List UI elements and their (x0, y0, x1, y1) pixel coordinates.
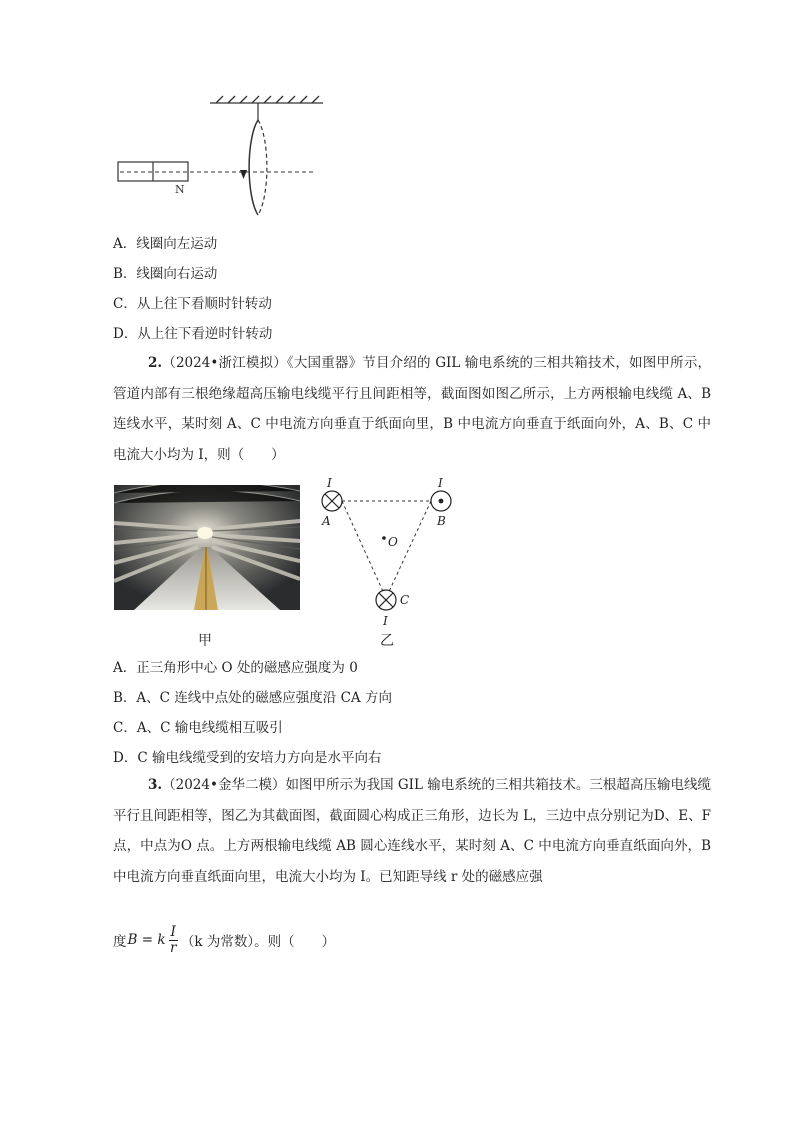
center-point-o (382, 536, 386, 540)
label-o: O (388, 535, 398, 549)
triangle-edges (342, 501, 431, 598)
figure-magnet-coil (110, 92, 340, 224)
label-a: A (322, 514, 331, 528)
q2-option-d: D．C 输电线缆受到的安培力方向是水平向右 (113, 750, 382, 766)
q2-number: 2. (148, 355, 163, 371)
q2-stem (113, 348, 711, 470)
q3-formula-lhs: B = k (127, 932, 166, 948)
q2-stem-line1: （2024•浙江模拟）《大国重器》节目介绍的 GIL 输电系统的三相共箱技术，如图甲 (162, 355, 671, 371)
current-arrow-icon (240, 170, 247, 179)
figure-yi-caption: 乙 (380, 633, 394, 649)
cable-c-into-page-icon (376, 590, 396, 610)
q3-stem-rest: 电线缆平行且间距相等，图乙为其截面图，截面圆心构成正三角形，边长为 L，三边中点分别记为D、E、F 点，中点为O 点。上方两根输电线缆 AB 圆心连线水平，某时刻 A、C 中电流方向垂直纸面向外，B 中电流方向垂直纸面向里，电流大小均为 I。已知距导线 r 处的磁感应强 (113, 777, 712, 885)
figure-jia-tunnel-photo (114, 485, 300, 610)
label-b: B (437, 514, 446, 528)
cable-a-into-page-icon (322, 491, 342, 511)
q1-option-d: D．从上往下看逆时针转动 (113, 326, 273, 342)
q2-stem-rest: 所示，管道内部有三根绝缘超高压输电线缆平行且间距相等，截面图如图乙所示，上方两根输电线缆 A、B 连线水平，某时刻 A、C 中电流方向垂直于纸面向里，B 中电流方向垂直于纸面向外，A、B、C 中电流大小均为 I，则（ ） (113, 355, 712, 463)
label-current-a: I (327, 476, 332, 490)
q3-formula-prefix: 度 (113, 934, 127, 950)
label-current-c: I (383, 614, 388, 628)
q3-stem-line1: （2024•金华二模）如图甲所示为我国 GIL 输电系统的三相共箱技术。三根超高压输 (162, 777, 671, 793)
q3-formula-fraction (169, 925, 178, 956)
q1-option-c: C．从上往下看顺时针转动 (113, 296, 272, 312)
label-current-b: I (438, 476, 443, 490)
q2-option-a: A．正三角形中心 O 处的磁感应强度为 0 (113, 660, 358, 676)
label-c: C (400, 593, 410, 607)
q1-option-a: A．线圈向左运动 (113, 236, 218, 252)
q2-option-c: C．A、C 输电线缆相互吸引 (113, 720, 283, 736)
cable-b-out-of-page-icon (431, 491, 451, 511)
ceiling-support (210, 96, 323, 103)
q3-formula-suffix: （k 为常数）。则（ ） (180, 934, 336, 950)
q3-formula-denominator: r (169, 939, 177, 956)
q3-formula-numerator: I (170, 923, 176, 940)
q3-stem (113, 770, 711, 892)
q1-option-b: B．线圈向右运动 (113, 266, 218, 282)
figure-jia-caption: 甲 (198, 633, 212, 649)
q2-option-b: B．A、C 连线中点处的磁感应强度沿 CA 方向 (113, 690, 392, 706)
figure-yi-cross-section (312, 476, 472, 636)
coil (240, 120, 267, 215)
magnet-pole-label: N (175, 183, 185, 196)
q3-formula-line (113, 922, 335, 958)
q3-number: 3. (148, 777, 163, 793)
